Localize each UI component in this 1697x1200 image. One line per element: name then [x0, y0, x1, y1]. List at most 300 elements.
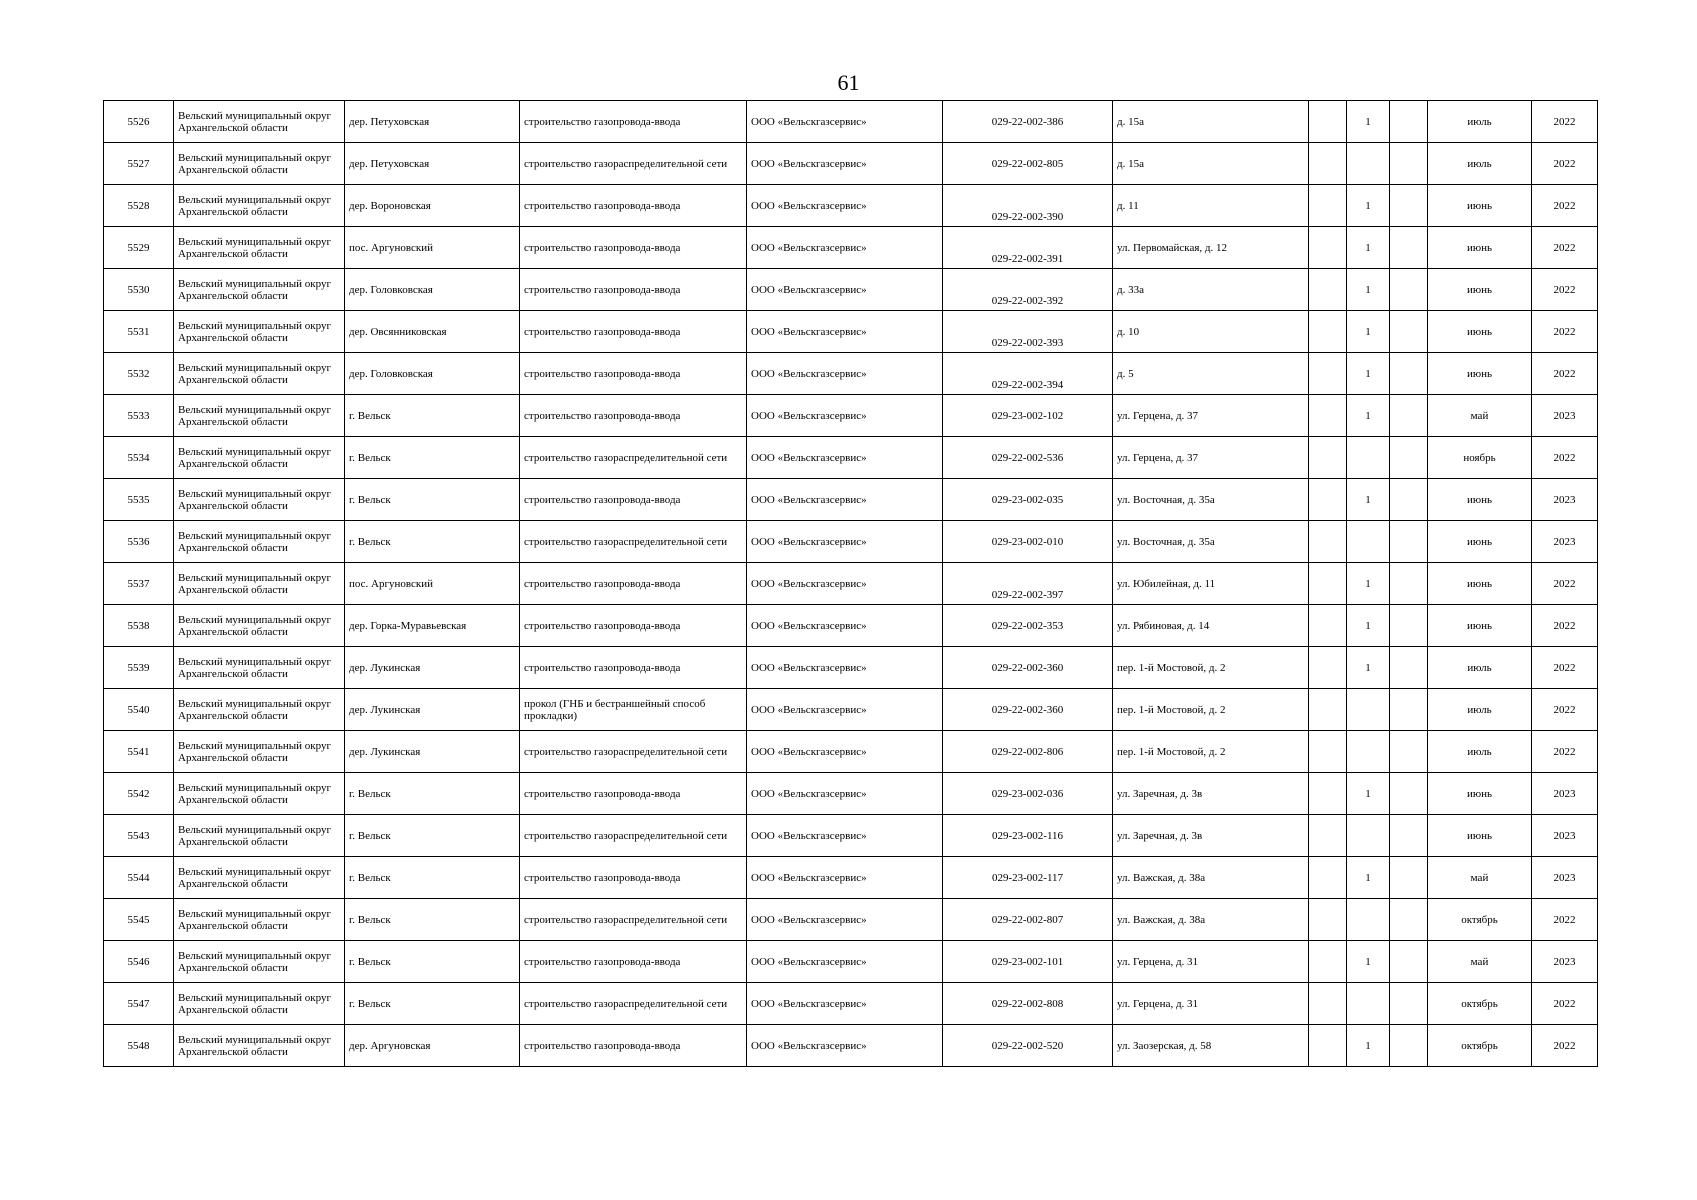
district-cell: Вельский муниципальный округ Архангельской области: [174, 731, 345, 773]
empty-cell: [1390, 857, 1428, 899]
district-cell: Вельский муниципальный округ Архангельской области: [174, 269, 345, 311]
work-type-cell: строительство газопровода-ввода: [520, 605, 747, 647]
table-row: [104, 437, 1598, 479]
company-cell: ООО «Вельскгазсервис»: [747, 689, 943, 731]
district-cell: Вельский муниципальный округ Архангельской области: [174, 899, 345, 941]
address-cell: д. 10: [1113, 311, 1309, 353]
month-cell: июль: [1428, 101, 1532, 143]
district-cell: Вельский муниципальный округ Архангельской области: [174, 311, 345, 353]
quantity-cell: 1: [1347, 1025, 1390, 1067]
row-number: 5542: [104, 773, 174, 815]
work-type-cell: строительство газопровода-ввода: [520, 101, 747, 143]
company-cell: ООО «Вельскгазсервис»: [747, 143, 943, 185]
year-cell: 2023: [1532, 857, 1598, 899]
district-cell: Вельский муниципальный округ Архангельской области: [174, 605, 345, 647]
district-cell: Вельский муниципальный округ Архангельской области: [174, 353, 345, 395]
locality-cell: г. Вельск: [345, 983, 520, 1025]
work-type-cell: строительство газораспределительной сети: [520, 731, 747, 773]
empty-cell: [1309, 479, 1347, 521]
registration-number-cell: 029-23-002-102: [943, 395, 1113, 437]
locality-cell: пос. Аргуновский: [345, 563, 520, 605]
registration-number-text: 029-22-002-392: [991, 294, 1064, 307]
empty-cell: [1309, 395, 1347, 437]
quantity-cell: 1: [1347, 101, 1390, 143]
row-number: 5535: [104, 479, 174, 521]
row-number: 5539: [104, 647, 174, 689]
table-row: [104, 899, 1598, 941]
work-type-cell: строительство газораспределительной сети: [520, 521, 747, 563]
month-cell: май: [1428, 857, 1532, 899]
district-cell: Вельский муниципальный округ Архангельской области: [174, 815, 345, 857]
table-row: [104, 647, 1598, 689]
address-cell: д. 5: [1113, 353, 1309, 395]
company-cell: ООО «Вельскгазсервис»: [747, 521, 943, 563]
year-cell: 2023: [1532, 773, 1598, 815]
empty-cell: [1390, 563, 1428, 605]
work-type-cell: прокол (ГНБ и бестраншейный способ прокладки): [520, 689, 747, 731]
month-cell: июль: [1428, 689, 1532, 731]
empty-cell: [1390, 1025, 1428, 1067]
work-type-cell: строительство газопровода-ввода: [520, 227, 747, 269]
table-row: [104, 731, 1598, 773]
year-cell: 2022: [1532, 185, 1598, 227]
locality-cell: г. Вельск: [345, 815, 520, 857]
district-cell: Вельский муниципальный округ Архангельской области: [174, 479, 345, 521]
district-cell: Вельский муниципальный округ Архангельской области: [174, 1025, 345, 1067]
row-number: 5543: [104, 815, 174, 857]
empty-cell: [1390, 101, 1428, 143]
year-cell: 2023: [1532, 479, 1598, 521]
registration-number-cell: [943, 185, 1113, 227]
district-cell: Вельский муниципальный округ Архангельской области: [174, 689, 345, 731]
registration-number-cell: 029-23-002-117: [943, 857, 1113, 899]
row-number: 5530: [104, 269, 174, 311]
registration-number-text: 029-22-002-397: [991, 588, 1064, 601]
empty-cell: [1309, 731, 1347, 773]
locality-cell: дер. Головковская: [345, 269, 520, 311]
quantity-cell: 1: [1347, 941, 1390, 983]
table-row: [104, 689, 1598, 731]
month-cell: июнь: [1428, 353, 1532, 395]
quantity-cell: 1: [1347, 395, 1390, 437]
registration-number-cell: [943, 563, 1113, 605]
work-type-cell: строительство газопровода-ввода: [520, 563, 747, 605]
quantity-cell: 1: [1347, 311, 1390, 353]
empty-cell: [1309, 815, 1347, 857]
address-cell: д. 15а: [1113, 143, 1309, 185]
registration-number-cell: 029-23-002-010: [943, 521, 1113, 563]
empty-cell: [1309, 773, 1347, 815]
month-cell: июнь: [1428, 269, 1532, 311]
table-row: [104, 1025, 1598, 1067]
month-cell: июнь: [1428, 227, 1532, 269]
year-cell: 2022: [1532, 269, 1598, 311]
work-type-cell: строительство газопровода-ввода: [520, 185, 747, 227]
work-type-cell: строительство газопровода-ввода: [520, 773, 747, 815]
empty-cell: [1309, 101, 1347, 143]
quantity-cell: 1: [1347, 857, 1390, 899]
locality-cell: дер. Вороновская: [345, 185, 520, 227]
empty-cell: [1390, 647, 1428, 689]
table-row: [104, 479, 1598, 521]
year-cell: 2022: [1532, 605, 1598, 647]
quantity-cell: 1: [1347, 605, 1390, 647]
registration-number-text: 029-22-002-393: [991, 336, 1064, 349]
row-number: 5544: [104, 857, 174, 899]
registration-number-cell: 029-22-002-360: [943, 689, 1113, 731]
month-cell: июнь: [1428, 815, 1532, 857]
work-type-cell: строительство газопровода-ввода: [520, 395, 747, 437]
empty-cell: [1390, 437, 1428, 479]
month-cell: ноябрь: [1428, 437, 1532, 479]
empty-cell: [1309, 353, 1347, 395]
quantity-cell: [1347, 815, 1390, 857]
empty-cell: [1309, 563, 1347, 605]
registration-number-cell: 029-23-002-116: [943, 815, 1113, 857]
empty-cell: [1390, 773, 1428, 815]
work-type-cell: строительство газопровода-ввода: [520, 479, 747, 521]
district-cell: Вельский муниципальный округ Архангельской области: [174, 143, 345, 185]
month-cell: июнь: [1428, 521, 1532, 563]
month-cell: июнь: [1428, 605, 1532, 647]
registration-number-cell: 029-22-002-808: [943, 983, 1113, 1025]
empty-cell: [1309, 605, 1347, 647]
registration-number-cell: 029-22-002-536: [943, 437, 1113, 479]
quantity-cell: 1: [1347, 563, 1390, 605]
quantity-cell: 1: [1347, 353, 1390, 395]
locality-cell: г. Вельск: [345, 941, 520, 983]
company-cell: ООО «Вельскгазсервис»: [747, 857, 943, 899]
table-row: [104, 857, 1598, 899]
year-cell: 2022: [1532, 563, 1598, 605]
table-row: [104, 773, 1598, 815]
empty-cell: [1390, 815, 1428, 857]
work-type-cell: строительство газопровода-ввода: [520, 941, 747, 983]
month-cell: июнь: [1428, 773, 1532, 815]
empty-cell: [1390, 269, 1428, 311]
table-row: [104, 101, 1598, 143]
locality-cell: г. Вельск: [345, 395, 520, 437]
company-cell: ООО «Вельскгазсервис»: [747, 269, 943, 311]
row-number: 5533: [104, 395, 174, 437]
company-cell: ООО «Вельскгазсервис»: [747, 983, 943, 1025]
empty-cell: [1390, 143, 1428, 185]
empty-cell: [1390, 899, 1428, 941]
month-cell: май: [1428, 941, 1532, 983]
company-cell: ООО «Вельскгазсервис»: [747, 815, 943, 857]
address-cell: ул. Герцена, д. 37: [1113, 395, 1309, 437]
empty-cell: [1309, 227, 1347, 269]
year-cell: 2022: [1532, 731, 1598, 773]
registration-number-cell: 029-23-002-101: [943, 941, 1113, 983]
table-row: [104, 227, 1598, 269]
quantity-cell: [1347, 521, 1390, 563]
registration-number-cell: [943, 227, 1113, 269]
empty-cell: [1309, 689, 1347, 731]
locality-cell: дер. Аргуновская: [345, 1025, 520, 1067]
page-number: 61: [837, 70, 860, 95]
address-cell: д. 33а: [1113, 269, 1309, 311]
company-cell: ООО «Вельскгазсервис»: [747, 437, 943, 479]
table-row: [104, 815, 1598, 857]
locality-cell: г. Вельск: [345, 773, 520, 815]
district-cell: Вельский муниципальный округ Архангельской области: [174, 101, 345, 143]
locality-cell: дер. Овсянниковская: [345, 311, 520, 353]
locality-cell: дер. Петуховская: [345, 101, 520, 143]
year-cell: 2023: [1532, 395, 1598, 437]
address-cell: ул. Важская, д. 38а: [1113, 857, 1309, 899]
month-cell: июнь: [1428, 563, 1532, 605]
registration-number-cell: 029-22-002-386: [943, 101, 1113, 143]
work-type-cell: строительство газораспределительной сети: [520, 899, 747, 941]
quantity-cell: 1: [1347, 479, 1390, 521]
row-number: 5536: [104, 521, 174, 563]
address-cell: ул. Герцена, д. 31: [1113, 983, 1309, 1025]
locality-cell: дер. Петуховская: [345, 143, 520, 185]
district-cell: Вельский муниципальный округ Архангельской области: [174, 647, 345, 689]
company-cell: ООО «Вельскгазсервис»: [747, 731, 943, 773]
quantity-cell: 1: [1347, 269, 1390, 311]
month-cell: октябрь: [1428, 983, 1532, 1025]
table-body: [104, 101, 1598, 1067]
row-number: 5526: [104, 101, 174, 143]
work-type-cell: строительство газопровода-ввода: [520, 311, 747, 353]
month-cell: июль: [1428, 647, 1532, 689]
registration-number-text: 029-22-002-390: [991, 210, 1064, 223]
table-row: [104, 185, 1598, 227]
company-cell: ООО «Вельскгазсервис»: [747, 773, 943, 815]
registration-number-text: 029-22-002-391: [991, 252, 1064, 265]
locality-cell: г. Вельск: [345, 437, 520, 479]
empty-cell: [1390, 395, 1428, 437]
district-cell: Вельский муниципальный округ Архангельской области: [174, 941, 345, 983]
row-number: 5540: [104, 689, 174, 731]
table-row: [104, 605, 1598, 647]
locality-cell: дер. Лукинская: [345, 689, 520, 731]
month-cell: июнь: [1428, 479, 1532, 521]
address-cell: пер. 1-й Мостовой, д. 2: [1113, 647, 1309, 689]
registration-number-cell: 029-23-002-035: [943, 479, 1113, 521]
district-cell: Вельский муниципальный округ Архангельской области: [174, 563, 345, 605]
address-cell: пер. 1-й Мостовой, д. 2: [1113, 689, 1309, 731]
row-number: 5537: [104, 563, 174, 605]
empty-cell: [1309, 983, 1347, 1025]
registration-number-cell: [943, 269, 1113, 311]
address-cell: ул. Рябиновая, д. 14: [1113, 605, 1309, 647]
district-cell: Вельский муниципальный округ Архангельской области: [174, 857, 345, 899]
year-cell: 2023: [1532, 815, 1598, 857]
month-cell: октябрь: [1428, 899, 1532, 941]
locality-cell: г. Вельск: [345, 479, 520, 521]
row-number: 5531: [104, 311, 174, 353]
company-cell: ООО «Вельскгазсервис»: [747, 101, 943, 143]
month-cell: июнь: [1428, 311, 1532, 353]
district-cell: Вельский муниципальный округ Архангельской области: [174, 395, 345, 437]
empty-cell: [1390, 479, 1428, 521]
year-cell: 2022: [1532, 311, 1598, 353]
empty-cell: [1309, 1025, 1347, 1067]
quantity-cell: 1: [1347, 647, 1390, 689]
address-cell: ул. Восточная, д. 35а: [1113, 479, 1309, 521]
row-number: 5541: [104, 731, 174, 773]
quantity-cell: [1347, 983, 1390, 1025]
district-cell: Вельский муниципальный округ Архангельской области: [174, 773, 345, 815]
address-cell: ул. Заречная, д. 3в: [1113, 773, 1309, 815]
address-cell: ул. Первомайская, д. 12: [1113, 227, 1309, 269]
locality-cell: г. Вельск: [345, 899, 520, 941]
table-row: [104, 143, 1598, 185]
district-cell: Вельский муниципальный округ Архангельской области: [174, 227, 345, 269]
row-number: 5532: [104, 353, 174, 395]
district-cell: Вельский муниципальный округ Архангельской области: [174, 437, 345, 479]
empty-cell: [1390, 983, 1428, 1025]
empty-cell: [1309, 269, 1347, 311]
registration-number-cell: 029-23-002-036: [943, 773, 1113, 815]
year-cell: 2022: [1532, 689, 1598, 731]
work-type-cell: строительство газопровода-ввода: [520, 857, 747, 899]
work-type-cell: строительство газопровода-ввода: [520, 269, 747, 311]
row-number: 5547: [104, 983, 174, 1025]
empty-cell: [1309, 185, 1347, 227]
month-cell: октябрь: [1428, 1025, 1532, 1067]
district-cell: Вельский муниципальный округ Архангельской области: [174, 521, 345, 563]
locality-cell: дер. Лукинская: [345, 731, 520, 773]
empty-cell: [1390, 941, 1428, 983]
empty-cell: [1309, 311, 1347, 353]
quantity-cell: 1: [1347, 227, 1390, 269]
year-cell: 2022: [1532, 101, 1598, 143]
locality-cell: пос. Аргуновский: [345, 227, 520, 269]
row-number: 5534: [104, 437, 174, 479]
registration-number-cell: 029-22-002-360: [943, 647, 1113, 689]
company-cell: ООО «Вельскгазсервис»: [747, 395, 943, 437]
quantity-cell: 1: [1347, 773, 1390, 815]
locality-cell: дер. Головковская: [345, 353, 520, 395]
row-number: 5546: [104, 941, 174, 983]
year-cell: 2022: [1532, 899, 1598, 941]
row-number: 5548: [104, 1025, 174, 1067]
row-number: 5528: [104, 185, 174, 227]
address-cell: д. 11: [1113, 185, 1309, 227]
empty-cell: [1390, 521, 1428, 563]
year-cell: 2022: [1532, 437, 1598, 479]
quantity-cell: [1347, 437, 1390, 479]
quantity-cell: [1347, 899, 1390, 941]
empty-cell: [1390, 311, 1428, 353]
registration-number-cell: [943, 311, 1113, 353]
quantity-cell: [1347, 689, 1390, 731]
address-cell: ул. Герцена, д. 31: [1113, 941, 1309, 983]
registration-number-cell: 029-22-002-806: [943, 731, 1113, 773]
empty-cell: [1309, 437, 1347, 479]
row-number: 5545: [104, 899, 174, 941]
registration-number-cell: 029-22-002-805: [943, 143, 1113, 185]
address-cell: ул. Восточная, д. 35а: [1113, 521, 1309, 563]
table-row: [104, 521, 1598, 563]
registration-number-cell: [943, 353, 1113, 395]
locality-cell: г. Вельск: [345, 521, 520, 563]
year-cell: 2022: [1532, 1025, 1598, 1067]
district-cell: Вельский муниципальный округ Архангельской области: [174, 185, 345, 227]
registration-number-cell: 029-22-002-520: [943, 1025, 1113, 1067]
table-row: [104, 983, 1598, 1025]
quantity-cell: [1347, 143, 1390, 185]
company-cell: ООО «Вельскгазсервис»: [747, 1025, 943, 1067]
work-type-cell: строительство газораспределительной сети: [520, 983, 747, 1025]
registration-number-cell: 029-22-002-807: [943, 899, 1113, 941]
table-row: [104, 269, 1598, 311]
address-cell: д. 15а: [1113, 101, 1309, 143]
address-cell: ул. Заречная, д. 3в: [1113, 815, 1309, 857]
empty-cell: [1390, 353, 1428, 395]
address-cell: пер. 1-й Мостовой, д. 2: [1113, 731, 1309, 773]
company-cell: ООО «Вельскгазсервис»: [747, 563, 943, 605]
registration-number-text: 029-22-002-394: [991, 378, 1064, 391]
month-cell: июль: [1428, 731, 1532, 773]
company-cell: ООО «Вельскгазсервис»: [747, 605, 943, 647]
company-cell: ООО «Вельскгазсервис»: [747, 311, 943, 353]
month-cell: май: [1428, 395, 1532, 437]
empty-cell: [1309, 857, 1347, 899]
empty-cell: [1390, 605, 1428, 647]
quantity-cell: 1: [1347, 185, 1390, 227]
company-cell: ООО «Вельскгазсервис»: [747, 227, 943, 269]
month-cell: июль: [1428, 143, 1532, 185]
table-row: [104, 311, 1598, 353]
work-type-cell: строительство газопровода-ввода: [520, 353, 747, 395]
row-number: 5527: [104, 143, 174, 185]
empty-cell: [1390, 689, 1428, 731]
register-table: [103, 100, 1598, 1067]
row-number: 5538: [104, 605, 174, 647]
address-cell: ул. Важская, д. 38а: [1113, 899, 1309, 941]
empty-cell: [1390, 185, 1428, 227]
year-cell: 2022: [1532, 353, 1598, 395]
locality-cell: г. Вельск: [345, 857, 520, 899]
work-type-cell: строительство газопровода-ввода: [520, 1025, 747, 1067]
empty-cell: [1309, 941, 1347, 983]
locality-cell: дер. Лукинская: [345, 647, 520, 689]
month-cell: июнь: [1428, 185, 1532, 227]
company-cell: ООО «Вельскгазсервис»: [747, 353, 943, 395]
quantity-cell: [1347, 731, 1390, 773]
table-row: [104, 563, 1598, 605]
locality-cell: дер. Горка-Муравьевская: [345, 605, 520, 647]
empty-cell: [1309, 143, 1347, 185]
year-cell: 2022: [1532, 983, 1598, 1025]
year-cell: 2023: [1532, 941, 1598, 983]
company-cell: ООО «Вельскгазсервис»: [747, 185, 943, 227]
year-cell: 2023: [1532, 521, 1598, 563]
address-cell: ул. Юбилейная, д. 11: [1113, 563, 1309, 605]
empty-cell: [1309, 647, 1347, 689]
registration-number-cell: 029-22-002-353: [943, 605, 1113, 647]
year-cell: 2022: [1532, 227, 1598, 269]
table-row: [104, 395, 1598, 437]
year-cell: 2022: [1532, 647, 1598, 689]
company-cell: ООО «Вельскгазсервис»: [747, 941, 943, 983]
table-row: [104, 941, 1598, 983]
table-row: [104, 353, 1598, 395]
empty-cell: [1390, 227, 1428, 269]
address-cell: ул. Заозерская, д. 58: [1113, 1025, 1309, 1067]
work-type-cell: строительство газопровода-ввода: [520, 647, 747, 689]
row-number: 5529: [104, 227, 174, 269]
empty-cell: [1309, 521, 1347, 563]
company-cell: ООО «Вельскгазсервис»: [747, 479, 943, 521]
work-type-cell: строительство газораспределительной сети: [520, 143, 747, 185]
district-cell: Вельский муниципальный округ Архангельской области: [174, 983, 345, 1025]
